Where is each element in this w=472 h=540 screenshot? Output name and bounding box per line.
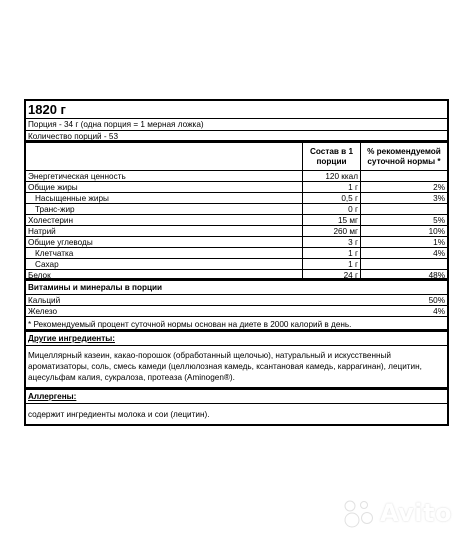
nutrient-name: Натрий (28, 227, 56, 236)
nutrient-row (26, 215, 447, 226)
avito-watermark (342, 498, 452, 528)
avito-watermark-text: Avito (379, 499, 452, 527)
nutrient-amount: 15 мг (302, 215, 360, 225)
nutrient-rows (26, 171, 447, 281)
nutrient-row (26, 237, 447, 248)
nutrient-amount: 1 г (302, 259, 360, 269)
nutrient-name: Белок (28, 271, 51, 280)
nutrient-name: Клетчатка (35, 249, 74, 258)
allergens-text: содержит ингредиенты молока и сои (лецитин). (28, 410, 210, 420)
nutrient-percent: 1% (360, 237, 447, 247)
nutrient-amount: 1 г (302, 248, 360, 258)
nutrient-name: Насыщенные жиры (35, 194, 109, 203)
nutrient-amount: 3 г (302, 237, 360, 247)
nutrient-percent (360, 171, 447, 181)
allergens-title: Аллергены: (26, 390, 447, 404)
avito-dots-icon (342, 498, 376, 528)
other-ingredients-text: Мицеллярный казеин, какао-порошок (обработанный щелочью), натуральный и искусственный ароматизаторы, соль, смесь камеди (целлюлозная камедь, ксантановая камедь, каррагинан), лецитин, ацесульфам калия, сукралоза, протеаза (Aminogen®). (26, 346, 447, 390)
nutrient-row (26, 182, 447, 193)
nutrient-name: Энергетическая ценность (28, 172, 126, 181)
nutrition-label (24, 99, 449, 426)
product-weight-title: 1820 г (26, 101, 447, 119)
vitamin-percent: 50% (428, 296, 445, 305)
nutrient-name: Сахар (35, 260, 59, 269)
vitamin-name: Железо (28, 307, 58, 316)
nutrient-percent: 10% (360, 226, 447, 236)
nutrient-percent: 4% (360, 248, 447, 258)
vitamins-title: Витамины и минералы в порции (26, 281, 447, 295)
nutrient-amount: 0,5 г (302, 193, 360, 203)
amount-column-header: Состав в 1 порции (302, 143, 360, 170)
nutrient-percent: 3% (360, 193, 447, 203)
nutrient-row (26, 259, 447, 270)
nutrient-amount: 1 г (302, 182, 360, 192)
vitamin-name: Кальций (28, 296, 61, 305)
nutrient-name: Транс-жир (35, 205, 75, 214)
nutrient-percent (360, 204, 447, 214)
nutrient-row (26, 270, 447, 281)
percent-column-header: % рекомендуемой суточной нормы * (360, 143, 447, 170)
nutrient-percent: 5% (360, 215, 447, 225)
daily-value-footnote: * Рекомендуемый процент суточной нормы основан на диете в 2000 калорий в день. (26, 317, 447, 332)
nutrient-amount: 120 ккал (302, 171, 360, 181)
nutrient-row (26, 226, 447, 237)
nutrient-amount: 260 мг (302, 226, 360, 236)
serving-size: Порция - 34 г (одна порция = 1 мерная ложка) (26, 119, 447, 131)
vitamin-row (26, 306, 447, 317)
other-ingredients-title: Другие ингредиенты: (26, 332, 447, 346)
servings-count: Количество порций - 53 (26, 131, 447, 143)
nutrient-name: Общие жиры (28, 183, 78, 192)
nutrient-percent: 48% (360, 270, 447, 278)
nutrient-percent: 2% (360, 182, 447, 192)
vitamin-percent: 4% (433, 307, 445, 316)
nutrient-percent (360, 259, 447, 269)
nutrient-row (26, 171, 447, 182)
nutrition-table-header (26, 143, 447, 171)
nutrient-name: Холестерин (28, 216, 74, 225)
nutrient-row (26, 193, 447, 204)
vitamin-rows (26, 295, 447, 317)
nutrient-name: Общие углеводы (28, 238, 93, 247)
nutrient-amount: 0 г (302, 204, 360, 214)
nutrient-row (26, 204, 447, 215)
nutrient-amount: 24 г (302, 270, 360, 278)
nutrient-row (26, 248, 447, 259)
vitamin-row (26, 295, 447, 306)
